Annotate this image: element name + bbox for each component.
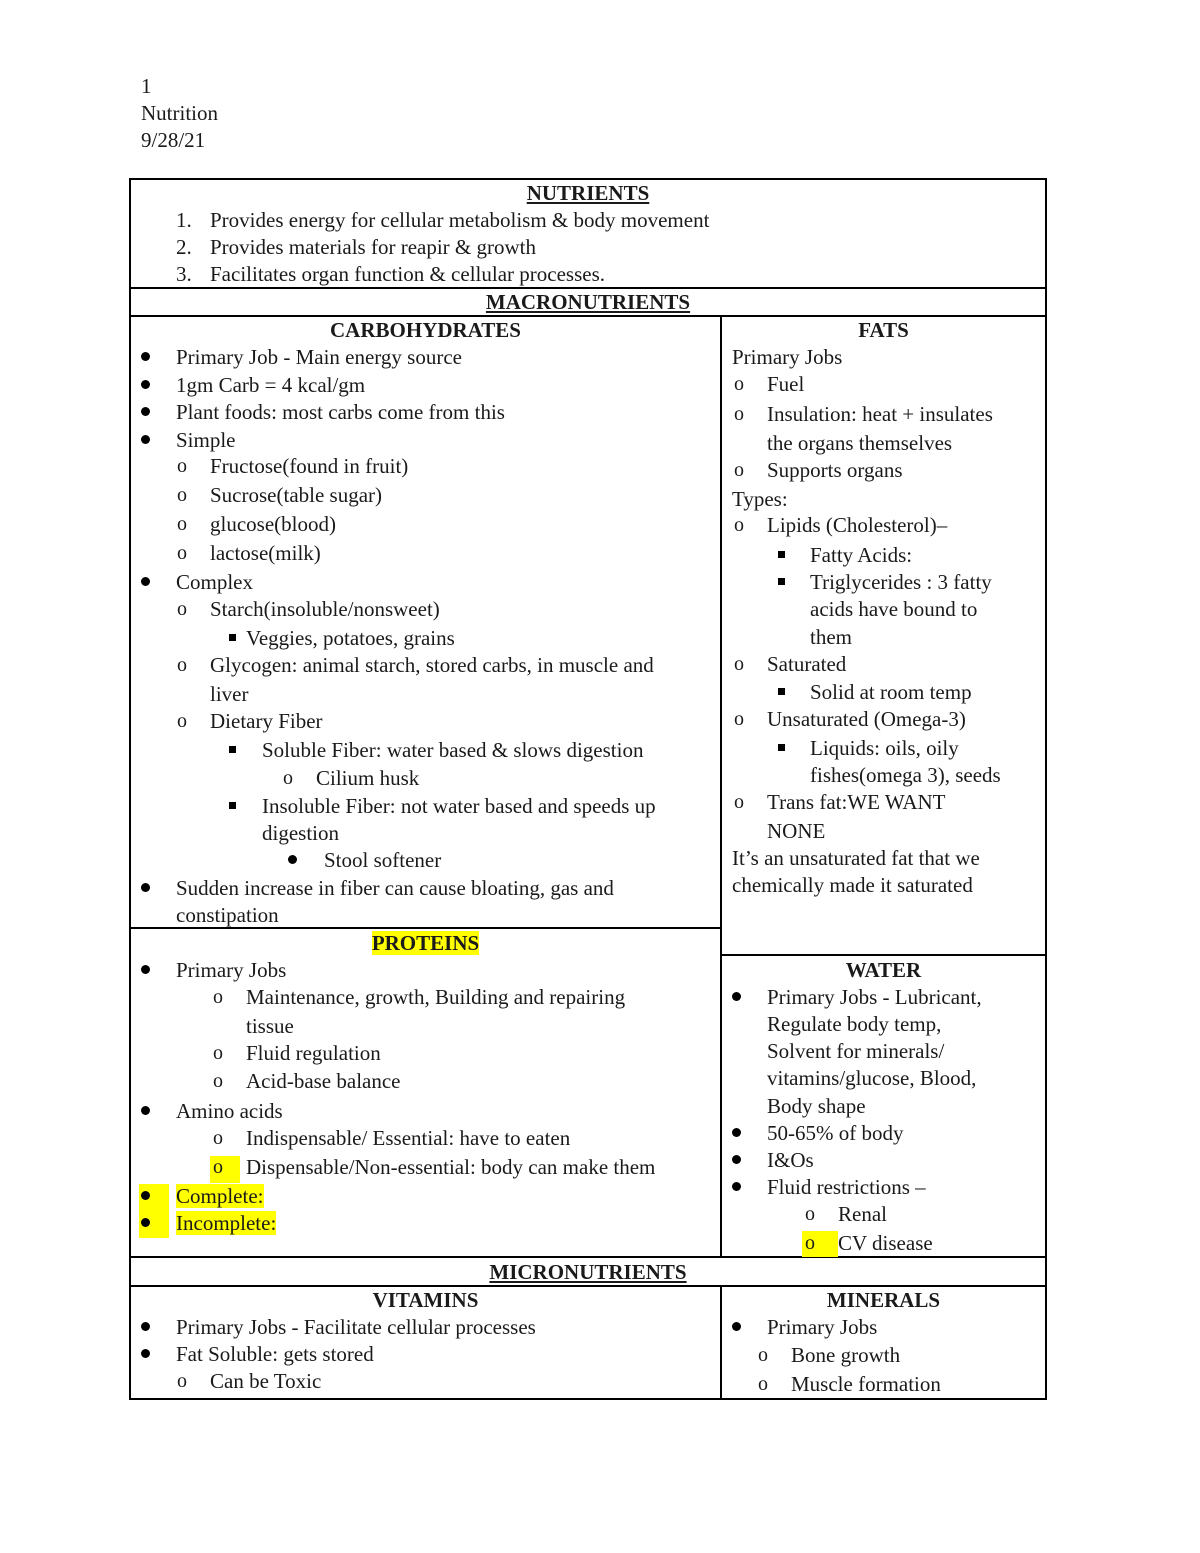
protein-line: Maintenance, growth, Building and repairing xyxy=(246,985,626,1009)
subject-title: Nutrition xyxy=(141,101,218,125)
page-number: 1 xyxy=(141,74,152,98)
carb-line: Sudden increase in fiber can cause bloating, gas and xyxy=(176,876,614,900)
circle-bullet-icon: o xyxy=(177,513,187,535)
vitamin-line: Can be Toxic xyxy=(210,1369,322,1393)
bullet-icon xyxy=(141,435,150,444)
fats-line: Fuel xyxy=(767,372,805,396)
carb-line: Simple xyxy=(176,428,236,452)
water-line: Fluid restrictions – xyxy=(767,1175,926,1199)
fats-line: Liquids: oils, oily xyxy=(810,736,959,760)
circle-bullet-icon: o xyxy=(734,403,744,425)
circle-bullet-icon: o xyxy=(213,1156,223,1178)
water-line: 50-65% of body xyxy=(767,1121,904,1145)
circle-bullet-icon: o xyxy=(177,710,187,732)
water-line: CV disease xyxy=(838,1231,933,1255)
carb-line: Cilium husk xyxy=(316,766,420,790)
fats-line: chemically made it saturated xyxy=(732,873,973,897)
circle-bullet-icon: o xyxy=(213,1042,223,1064)
square-bullet-icon xyxy=(778,551,785,558)
circle-bullet-icon: o xyxy=(734,373,744,395)
bullet-icon xyxy=(141,380,150,389)
square-bullet-icon xyxy=(229,634,236,641)
circle-bullet-icon: o xyxy=(805,1203,815,1225)
circle-bullet-icon: o xyxy=(734,791,744,813)
circle-bullet-icon: o xyxy=(177,654,187,676)
bullet-icon xyxy=(141,577,150,586)
carb-line: liver xyxy=(210,682,249,706)
square-bullet-icon xyxy=(229,746,236,753)
circle-bullet-icon: o xyxy=(177,484,187,506)
proteins-title: PROTEINS xyxy=(371,931,480,955)
micronutrients-title: MICRONUTRIENTS xyxy=(489,1260,687,1284)
bullet-icon xyxy=(732,1182,741,1191)
circle-bullet-icon: o xyxy=(177,598,187,620)
square-bullet-icon xyxy=(778,578,785,585)
carb-line: Complex xyxy=(176,570,253,594)
bullet-icon xyxy=(141,1349,150,1358)
protein-line: Primary Jobs xyxy=(176,958,287,982)
fats-line: Saturated xyxy=(767,652,847,676)
nutrients-item: Provides energy for cellular metabolism & body movement xyxy=(210,208,710,232)
bullet-icon xyxy=(141,1191,150,1200)
fats-line: Solid at room temp xyxy=(810,680,972,704)
carb-line: Stool softener xyxy=(324,848,442,872)
circle-bullet-icon: o xyxy=(213,1070,223,1092)
divider xyxy=(720,954,1047,956)
fats-line: Types: xyxy=(732,487,788,511)
vitamins-title: VITAMINS xyxy=(372,1288,479,1312)
carbohydrates-title: CARBOHYDRATES xyxy=(330,318,521,342)
square-bullet-icon xyxy=(229,802,236,809)
protein-line: Fluid regulation xyxy=(246,1041,381,1065)
water-line: Primary Jobs - Lubricant, xyxy=(767,985,982,1009)
bullet-icon xyxy=(288,855,297,864)
carb-line: Veggies, potatoes, grains xyxy=(246,626,455,650)
square-bullet-icon xyxy=(778,688,785,695)
carb-line: Plant foods: most carbs come from this xyxy=(176,400,505,424)
bullet-icon xyxy=(732,992,741,1001)
protein-line: Indispensable/ Essential: have to eaten xyxy=(246,1126,571,1150)
page-header xyxy=(141,73,218,154)
vitamin-line: Primary Jobs - Facilitate cellular processes xyxy=(176,1315,536,1339)
nutrients-item: Facilitates organ function & cellular processes. xyxy=(210,262,605,286)
carb-line: Primary Job - Main energy source xyxy=(176,345,462,369)
macronutrients-title: MACRONUTRIENTS xyxy=(485,290,691,314)
proteins-title-cell xyxy=(131,930,720,957)
bullet-icon xyxy=(141,883,150,892)
circle-bullet-icon: o xyxy=(734,708,744,730)
bullet-icon xyxy=(141,352,150,361)
fats-line: Insulation: heat + insulates xyxy=(767,402,993,426)
fats-line: Primary Jobs xyxy=(732,345,843,369)
bullet-icon xyxy=(141,1322,150,1331)
circle-bullet-icon: o xyxy=(283,767,293,789)
fats-title: FATS xyxy=(858,318,909,342)
fats-line: NONE xyxy=(767,819,826,843)
fats-line: acids have bound to xyxy=(810,597,978,621)
water-line: Body shape xyxy=(767,1094,866,1118)
carb-line: constipation xyxy=(176,903,279,927)
protein-line: Acid-base balance xyxy=(246,1069,401,1093)
carb-line: digestion xyxy=(262,821,339,845)
carb-line: 1gm Carb = 4 kcal/gm xyxy=(176,373,366,397)
circle-bullet-icon: o xyxy=(213,1127,223,1149)
circle-bullet-icon: o xyxy=(213,986,223,1008)
fats-line: Fatty Acids: xyxy=(810,543,913,567)
protein-line: Incomplete: xyxy=(176,1211,277,1235)
circle-bullet-icon: o xyxy=(734,653,744,675)
bullet-icon xyxy=(141,407,150,416)
circle-bullet-icon: o xyxy=(177,542,187,564)
fats-line: Lipids (Cholesterol)– xyxy=(767,513,948,537)
water-line: Solvent for minerals/ xyxy=(767,1039,945,1063)
bullet-icon xyxy=(141,1218,150,1227)
carb-line: glucose(blood) xyxy=(210,512,336,536)
water-line: vitamins/glucose, Blood, xyxy=(767,1066,977,1090)
bullet-icon xyxy=(732,1128,741,1137)
carb-line: Dietary Fiber xyxy=(210,709,323,733)
circle-bullet-icon: o xyxy=(177,455,187,477)
date: 9/28/21 xyxy=(141,128,206,152)
circle-bullet-icon: o xyxy=(805,1232,815,1254)
mineral-line: Muscle formation xyxy=(791,1372,941,1396)
bullet-icon xyxy=(141,1106,150,1115)
protein-line: Amino acids xyxy=(176,1099,283,1123)
bullet-icon xyxy=(141,965,150,974)
protein-line: Complete: xyxy=(176,1184,264,1208)
circle-bullet-icon: o xyxy=(734,459,744,481)
carb-line: Insoluble Fiber: not water based and speeds up xyxy=(262,794,656,818)
minerals-title: MINERALS xyxy=(826,1288,941,1312)
circle-bullet-icon: o xyxy=(177,1370,187,1392)
carb-line: Soluble Fiber: water based & slows digestion xyxy=(262,738,644,762)
fats-line: the organs themselves xyxy=(767,431,953,455)
nutrients-title: NUTRIENTS xyxy=(526,181,650,205)
circle-bullet-icon: o xyxy=(758,1344,768,1366)
list-number: 1. xyxy=(176,208,192,232)
water-title: WATER xyxy=(845,958,922,982)
carb-line: Glycogen: animal starch, stored carbs, in muscle and xyxy=(210,653,654,677)
vitamin-line: Fat Soluble: gets stored xyxy=(176,1342,374,1366)
carb-line: lactose(milk) xyxy=(210,541,321,565)
fats-line: Supports organs xyxy=(767,458,903,482)
fats-line: fishes(omega 3), seeds xyxy=(810,763,1001,787)
list-number: 3. xyxy=(176,262,192,286)
carb-line: Starch(insoluble/nonsweet) xyxy=(210,597,440,621)
list-number: 2. xyxy=(176,235,192,259)
water-line: Regulate body temp, xyxy=(767,1012,942,1036)
water-line: I&Os xyxy=(767,1148,814,1172)
bullet-icon xyxy=(732,1322,741,1331)
nutrients-item: Provides materials for reapir & growth xyxy=(210,235,536,259)
divider xyxy=(720,315,722,1258)
circle-bullet-icon: o xyxy=(758,1373,768,1395)
square-bullet-icon xyxy=(778,744,785,751)
bullet-icon xyxy=(732,1155,741,1164)
fats-line: them xyxy=(810,625,852,649)
mineral-line: Primary Jobs xyxy=(767,1315,878,1339)
circle-bullet-icon: o xyxy=(734,514,744,536)
water-line: Renal xyxy=(838,1202,887,1226)
carb-line: Fructose(found in fruit) xyxy=(210,454,409,478)
carb-line: Sucrose(table sugar) xyxy=(210,483,383,507)
protein-line: Dispensable/Non-essential: body can make them xyxy=(246,1155,656,1179)
protein-line: tissue xyxy=(246,1014,294,1038)
fats-line: Trans fat:WE WANT xyxy=(767,790,946,814)
fats-line: It’s an unsaturated fat that we xyxy=(732,846,980,870)
fats-line: Triglycerides : 3 fatty xyxy=(810,570,992,594)
fats-line: Unsaturated (Omega-3) xyxy=(767,707,966,731)
mineral-line: Bone growth xyxy=(791,1343,901,1367)
